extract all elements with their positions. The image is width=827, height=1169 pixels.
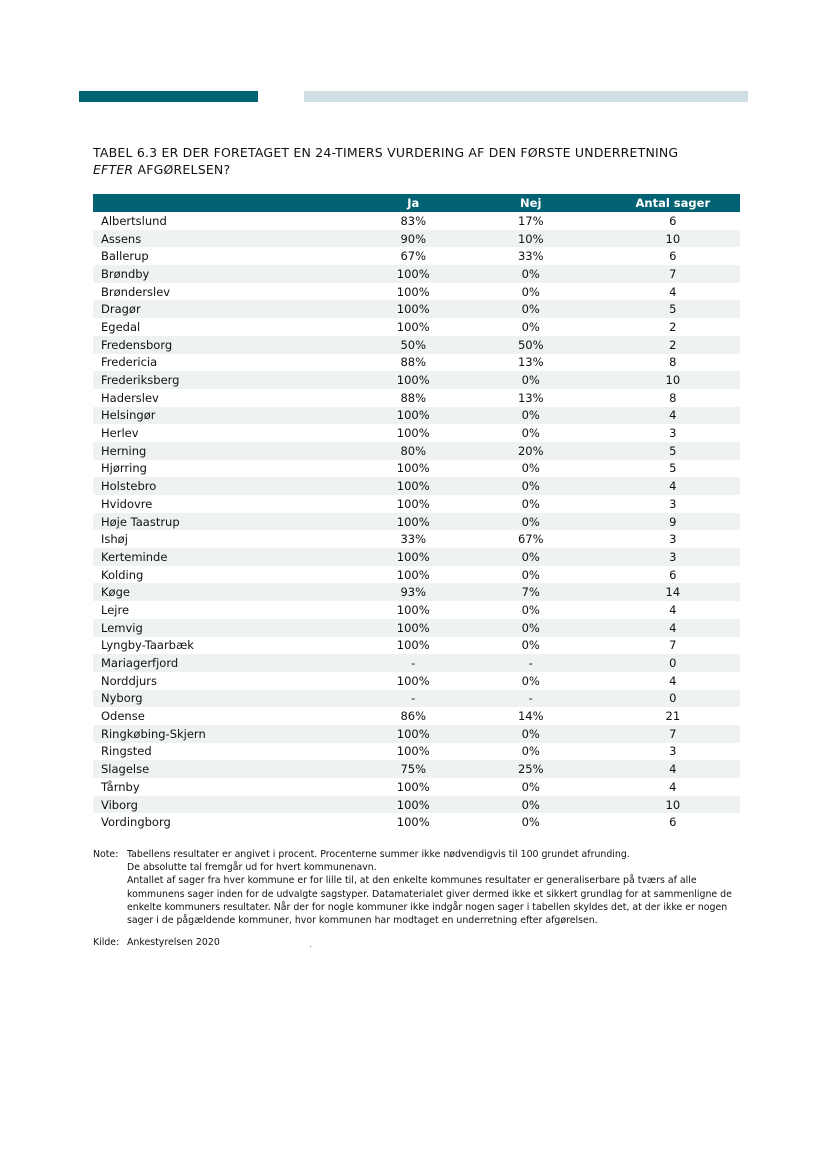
table-title-line2: [93, 161, 753, 178]
cell-municipality: Ballerup: [101, 249, 149, 264]
cell-municipality: Fredensborg: [93, 336, 371, 354]
table-row: [93, 690, 740, 708]
table-row: [93, 583, 740, 601]
table-title-rest: AFGØRELSEN?: [133, 162, 231, 177]
cell-municipality: Slagelse: [93, 760, 371, 778]
cell-nej: -: [456, 690, 606, 708]
header-accent-bar-light: [304, 91, 748, 102]
cell-antal-sager: 10: [606, 230, 740, 248]
table-row: [93, 813, 740, 831]
cell-municipality: Hjørring: [101, 461, 147, 476]
cell-ja: 80%: [371, 442, 456, 460]
cell-municipality: Norddjurs: [101, 673, 157, 688]
cell-municipality: Odense: [101, 709, 145, 724]
table-row: [93, 760, 740, 778]
cell-ja: 93%: [371, 583, 456, 601]
cell-ja: -: [371, 690, 456, 708]
cell-antal-sager: 8: [669, 390, 677, 405]
table-row: [93, 530, 740, 548]
table-row: [93, 336, 740, 354]
cell-nej: 67%: [517, 532, 544, 547]
cell-municipality: Assens: [93, 230, 371, 248]
table-row: [93, 566, 740, 584]
table-title: [93, 144, 753, 178]
table-row: [93, 601, 740, 619]
header-accent-bar-dark: [79, 91, 258, 102]
table-header-row: [93, 194, 740, 212]
cell-ja: 100%: [371, 548, 456, 566]
cell-antal-sager: 3: [606, 548, 740, 566]
table-row: [93, 672, 740, 690]
cell-municipality: Ringkøbing-Skjern: [93, 725, 371, 743]
cell-nej: 7%: [456, 583, 606, 601]
table-row: [93, 354, 740, 372]
cell-antal-sager: 4: [606, 619, 740, 637]
cell-nej: 0%: [456, 548, 606, 566]
cell-municipality: Haderslev: [101, 390, 159, 405]
cell-ja: 100%: [396, 567, 430, 582]
cell-antal-sager: 3: [669, 426, 677, 441]
cell-ja: 75%: [371, 760, 456, 778]
cell-municipality: Mariagerfjord: [93, 654, 371, 672]
cell-ja: -: [371, 654, 456, 672]
table-row: [93, 548, 740, 566]
header-ja: Ja: [371, 194, 456, 212]
cell-municipality: Brønderslev: [101, 284, 171, 299]
cell-ja: 86%: [400, 709, 427, 724]
table-row: [93, 389, 740, 407]
cell-antal-sager: 4: [669, 602, 677, 617]
cell-antal-sager: 4: [669, 779, 677, 794]
cell-nej: 0%: [456, 619, 606, 637]
cell-nej: 0%: [521, 319, 540, 334]
cell-antal-sager: 7: [606, 725, 740, 743]
cell-municipality: Fredericia: [101, 355, 158, 370]
table-row: [93, 371, 740, 389]
table-row: [93, 637, 740, 655]
source-label: Kilde:: [93, 937, 120, 948]
cell-antal-sager: 6: [669, 213, 677, 228]
cell-antal-sager: 6: [669, 815, 677, 830]
cell-municipality: Tårnby: [101, 779, 140, 794]
table-row: [93, 283, 740, 301]
cell-municipality: Kerteminde: [93, 548, 371, 566]
cell-ja: 100%: [396, 426, 430, 441]
header-antal-sager: Antal sager: [606, 194, 740, 212]
cell-municipality: Herlev: [101, 426, 139, 441]
cell-ja: 88%: [400, 390, 427, 405]
cell-nej: 0%: [456, 371, 606, 389]
table-row: [93, 796, 740, 814]
cell-antal-sager: 2: [669, 319, 677, 334]
table-title-emphasis: EFTER: [93, 162, 134, 177]
source-text: Ankestyrelsen 2020: [127, 937, 220, 948]
cell-antal-sager: 8: [669, 355, 677, 370]
table-row: [93, 265, 740, 283]
cell-municipality: Lemvig: [93, 619, 371, 637]
table-row: [93, 513, 740, 531]
table-row: [93, 442, 740, 460]
cell-antal-sager: 9: [606, 513, 740, 531]
cell-nej: 20%: [456, 442, 606, 460]
cell-antal-sager: 6: [669, 249, 677, 264]
cell-nej: 33%: [517, 249, 544, 264]
cell-ja: 100%: [371, 300, 456, 318]
cell-antal-sager: 0: [606, 654, 740, 672]
table-row: [93, 318, 740, 336]
cell-ja: 83%: [400, 213, 427, 228]
cell-nej: 14%: [517, 709, 544, 724]
cell-ja: 100%: [396, 815, 430, 830]
cell-antal-sager: 14: [606, 583, 740, 601]
cell-nej: 0%: [521, 496, 540, 511]
table-source: [93, 937, 220, 948]
cell-nej: 13%: [517, 390, 544, 405]
cell-antal-sager: 4: [669, 673, 677, 688]
cell-antal-sager: 5: [669, 461, 677, 476]
cell-municipality: Kolding: [101, 567, 144, 582]
results-table: [93, 194, 740, 831]
cell-nej: 0%: [521, 426, 540, 441]
cell-antal-sager: 7: [606, 265, 740, 283]
cell-ja: 100%: [371, 796, 456, 814]
note-line: Antallet af sager fra hver kommune er for lille til, at den enkelte kommunes resultater er generaliserbare på tværs af alle kommunens sager inden for de udvalgte sagstyper. Datamaterialet giver dermed ikke et sikkert grundlag for at sammenligne de enkelte kommuners resultater. Når der for nogle kommuner ikke indgår nogen sager i tabellen skyldes det, at der ikke er nogen sager i de pågældende kommuner, hvor kommunen har modtaget en underretning efter afgørelsen.: [127, 875, 732, 927]
cell-municipality: Herning: [93, 442, 371, 460]
cell-ja: 88%: [400, 355, 427, 370]
cell-ja: 100%: [396, 779, 430, 794]
cell-nej: 0%: [521, 744, 540, 759]
cell-nej: 0%: [456, 725, 606, 743]
cell-antal-sager: 4: [606, 407, 740, 425]
cell-municipality: Nyborg: [93, 690, 371, 708]
cell-nej: 0%: [521, 638, 540, 653]
cell-municipality: Køge: [93, 583, 371, 601]
table-row: [93, 619, 740, 637]
cell-nej: 10%: [456, 230, 606, 248]
cell-municipality: Lyngby-Taarbæk: [101, 638, 194, 653]
table-row: [93, 725, 740, 743]
cell-antal-sager: 10: [606, 371, 740, 389]
cell-antal-sager: 5: [606, 300, 740, 318]
cell-municipality: Vordingborg: [101, 815, 171, 830]
table-row: [93, 477, 740, 495]
cell-nej: 13%: [517, 355, 544, 370]
cell-municipality: Holstebro: [93, 477, 371, 495]
cell-ja: 100%: [371, 725, 456, 743]
cell-municipality: Høje Taastrup: [93, 513, 371, 531]
cell-nej: 0%: [456, 300, 606, 318]
cell-municipality: Ishøj: [101, 532, 128, 547]
cell-municipality: Egedal: [101, 319, 141, 334]
cell-nej: 0%: [456, 796, 606, 814]
cell-municipality: Dragør: [93, 300, 371, 318]
note-line: Tabellens resultater er angivet i procent. Procenterne summer ikke nødvendigvis til 100 grundet afrunding.: [127, 849, 630, 860]
cell-ja: 50%: [371, 336, 456, 354]
cell-municipality: Brøndby: [93, 265, 371, 283]
note-line: De absolutte tal fremgår ud for hvert kommunenavn.: [127, 862, 377, 874]
cell-ja: 100%: [396, 496, 430, 511]
header-name: [93, 194, 371, 212]
cell-ja: 33%: [400, 532, 427, 547]
cell-antal-sager: 21: [665, 709, 681, 724]
cell-antal-sager: 3: [669, 744, 677, 759]
cell-nej: 0%: [521, 284, 540, 299]
cell-nej: 0%: [456, 407, 606, 425]
table-title-line1: TABEL 6.3 ER DER FORETAGET EN 24-TIMERS VURDERING AF DEN FØRSTE UNDERRETNING: [93, 145, 679, 160]
cell-ja: 100%: [396, 319, 430, 334]
table-row: [93, 460, 740, 478]
table-row: [93, 707, 740, 725]
cell-ja: 100%: [396, 461, 430, 476]
table-notes: [93, 848, 753, 927]
note-label: Note:: [93, 849, 119, 860]
cell-antal-sager: 10: [606, 796, 740, 814]
cell-municipality: Albertslund: [101, 213, 167, 228]
cell-ja: 90%: [371, 230, 456, 248]
cell-municipality: Lejre: [101, 602, 130, 617]
table-row: [93, 743, 740, 761]
cell-antal-sager: 4: [606, 760, 740, 778]
stray-dot: [310, 946, 311, 947]
cell-ja: 100%: [371, 265, 456, 283]
cell-nej: 0%: [521, 461, 540, 476]
cell-antal-sager: 0: [606, 690, 740, 708]
cell-nej: 0%: [456, 265, 606, 283]
cell-ja: 67%: [400, 249, 427, 264]
table-row: [93, 654, 740, 672]
cell-nej: 0%: [521, 602, 540, 617]
table-row: [93, 424, 740, 442]
table-row: [93, 778, 740, 796]
cell-ja: 100%: [396, 284, 430, 299]
cell-municipality: Frederiksberg: [93, 371, 371, 389]
cell-nej: 0%: [521, 779, 540, 794]
cell-municipality: Hvidovre: [101, 496, 153, 511]
table-row: [93, 247, 740, 265]
cell-nej: 0%: [521, 815, 540, 830]
cell-antal-sager: 2: [606, 336, 740, 354]
cell-nej: 0%: [521, 673, 540, 688]
cell-ja: 100%: [396, 744, 430, 759]
table-row: [93, 230, 740, 248]
cell-antal-sager: 4: [669, 284, 677, 299]
cell-nej: -: [456, 654, 606, 672]
table-row: [93, 212, 740, 230]
cell-ja: 100%: [371, 477, 456, 495]
cell-nej: 0%: [456, 513, 606, 531]
cell-ja: 100%: [371, 407, 456, 425]
cell-antal-sager: 6: [669, 567, 677, 582]
cell-nej: 0%: [456, 477, 606, 495]
cell-ja: 100%: [371, 619, 456, 637]
cell-ja: 100%: [396, 602, 430, 617]
cell-municipality: Helsingør: [93, 407, 371, 425]
cell-nej: 50%: [456, 336, 606, 354]
cell-antal-sager: 5: [606, 442, 740, 460]
table-body: [93, 212, 740, 831]
cell-antal-sager: 4: [606, 477, 740, 495]
cell-ja: 100%: [371, 371, 456, 389]
cell-nej: 25%: [456, 760, 606, 778]
table-row: [93, 300, 740, 318]
cell-ja: 100%: [371, 513, 456, 531]
table-row: [93, 407, 740, 425]
cell-ja: 100%: [396, 673, 430, 688]
cell-antal-sager: 3: [669, 532, 677, 547]
cell-antal-sager: 7: [669, 638, 677, 653]
cell-nej: 17%: [517, 213, 544, 228]
table-row: [93, 495, 740, 513]
header-nej: Nej: [456, 194, 606, 212]
cell-ja: 100%: [396, 638, 430, 653]
cell-municipality: Viborg: [93, 796, 371, 814]
cell-municipality: Ringsted: [101, 744, 152, 759]
cell-nej: 0%: [521, 567, 540, 582]
cell-antal-sager: 3: [669, 496, 677, 511]
note-body: [127, 848, 753, 927]
